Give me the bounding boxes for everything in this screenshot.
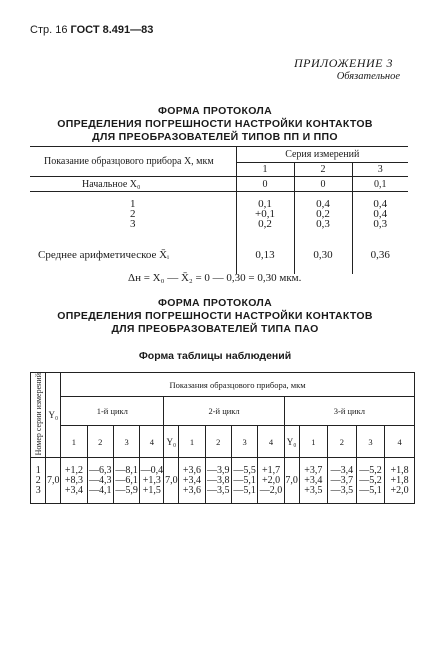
mean-value: 0,36 xyxy=(352,236,408,274)
cell-value: —3,9 xyxy=(207,464,230,476)
cell-value: —3,4 xyxy=(330,464,354,476)
cell-value: +3,6 xyxy=(182,484,202,496)
cell-value: 0,1 xyxy=(258,197,272,210)
cell-value: +3,4 xyxy=(304,474,323,486)
cell-value: —3,5 xyxy=(207,484,230,496)
cycle2-col2 xyxy=(205,458,231,504)
cell-value: —5,1 xyxy=(359,484,382,496)
section1-title-line: ДЛЯ ПРЕОБРАЗОВАТЕЛЕЙ ТИПОВ ПП И ППО xyxy=(92,131,338,143)
cell-value: +2,0 xyxy=(261,474,281,486)
main-header: Показания образцового прибора, мкм xyxy=(61,373,415,397)
row-number: 2 xyxy=(130,207,136,220)
page-header xyxy=(30,24,153,36)
appendix-title: ПРИЛОЖЕНИЕ 3 xyxy=(294,56,393,70)
section1-title-line: ФОРМА ПРОТОКОЛА xyxy=(158,105,272,117)
y0-subheader: Y₀ xyxy=(284,426,299,458)
cell-value: 0,4 xyxy=(373,197,388,210)
cycle-header: 2-й цикл xyxy=(164,397,284,426)
cell-value: +3,4 xyxy=(182,474,202,486)
sub-number: 2 xyxy=(205,426,231,458)
series-col-label: Номер серии измерений xyxy=(33,373,43,456)
cycle-header: 3-й цикл xyxy=(284,397,414,426)
cell-value: +3,4 xyxy=(64,484,83,496)
section2-title-line: ДЛЯ ПРЕОБРАЗОВАТЕЛЕЙ ТИПА ПАО xyxy=(111,323,319,335)
cell-value: —5,9 xyxy=(115,484,138,496)
cycle1-col4 xyxy=(140,458,164,504)
section2-title xyxy=(0,297,430,336)
sub-number: 3 xyxy=(231,426,257,458)
cell-value: —6,3 xyxy=(88,464,112,476)
cycle1-col3 xyxy=(113,458,139,504)
cell-value: —3,5 xyxy=(330,484,354,496)
series-numbers xyxy=(31,458,46,504)
sub-number: 4 xyxy=(140,426,164,458)
cycle1-col2 xyxy=(87,458,113,504)
mean-value: 0,30 xyxy=(294,236,352,274)
cycle2-col3 xyxy=(231,458,257,504)
series-number: 1 xyxy=(236,163,294,177)
cell-value: —5,1 xyxy=(233,474,256,486)
sub-number: 2 xyxy=(328,426,357,458)
cell-value: 0,3 xyxy=(373,217,388,230)
y0-header: Y₀ xyxy=(46,373,61,458)
section2-title-line: ФОРМА ПРОТОКОЛА xyxy=(158,297,272,309)
series-number: 2 xyxy=(35,474,41,486)
standard-code: ГОСТ 8.491—83 xyxy=(70,24,154,36)
cell-value: —4,3 xyxy=(88,474,112,486)
y0-subheader: Y₀ xyxy=(164,426,179,458)
series-header: Серия измерений xyxy=(236,147,408,163)
cell-value: +1,5 xyxy=(142,484,161,496)
cell-value: —5,2 xyxy=(359,464,382,476)
cycle3-col1 xyxy=(299,458,328,504)
initial-value: 0 xyxy=(294,177,352,192)
series3-values xyxy=(352,192,408,236)
sub-number: 4 xyxy=(385,426,415,458)
section1-title-line: ОПРЕДЕЛЕНИЯ ПОГРЕШНОСТИ НАСТРОЙКИ КОНТАКТОВ xyxy=(57,118,373,130)
series-number: 3 xyxy=(352,163,408,177)
cell-value: 0,2 xyxy=(316,207,330,220)
row-number: 1 xyxy=(130,197,136,210)
cell-value: 0,4 xyxy=(316,197,330,210)
cell-value: —3,7 xyxy=(330,474,354,486)
mean-value: 0,13 xyxy=(236,236,294,274)
cell-value: 0,3 xyxy=(316,217,330,230)
sub-number: 1 xyxy=(179,426,205,458)
cell-value: —8,1 xyxy=(115,464,138,476)
initial-value: 0,1 xyxy=(352,177,408,192)
sub-number: 3 xyxy=(113,426,139,458)
section2-title-line: ОПРЕДЕЛЕНИЯ ПОГРЕШНОСТИ НАСТРОЙКИ КОНТАКТОВ xyxy=(57,310,373,322)
cycle1-col1 xyxy=(61,458,87,504)
cycle3-col4 xyxy=(385,458,415,504)
cell-value: —5,2 xyxy=(359,474,382,486)
series-number: 3 xyxy=(35,484,41,496)
cycle3-col3 xyxy=(356,458,385,504)
y0-value: 7,0 xyxy=(284,458,299,504)
appendix-subtitle: Обязательное xyxy=(336,71,400,82)
cell-value: +3,7 xyxy=(304,464,323,476)
initial-value: 0 xyxy=(236,177,294,192)
observations-table-pao xyxy=(30,372,415,504)
sub-number: 4 xyxy=(258,426,284,458)
cell-value: +2,0 xyxy=(390,484,409,496)
row-number: 3 xyxy=(130,217,136,230)
appendix-label xyxy=(15,56,400,82)
sub-number: 1 xyxy=(61,426,87,458)
cell-value: +1,7 xyxy=(261,464,281,476)
series-number: 1 xyxy=(35,464,41,476)
series-col-header xyxy=(31,373,46,458)
cell-value: —5,5 xyxy=(233,464,256,476)
cycle2-col1 xyxy=(179,458,205,504)
sub-number: 2 xyxy=(87,426,113,458)
cell-value: +0,1 xyxy=(255,207,275,220)
cell-value: +1,8 xyxy=(390,464,409,476)
page-number: Стр. 16 xyxy=(30,24,68,36)
cell-value: —5,1 xyxy=(233,484,256,496)
series1-values xyxy=(236,192,294,236)
contacts-table-pp xyxy=(30,146,408,274)
cell-value: +3,6 xyxy=(182,464,202,476)
section1-title xyxy=(0,105,430,144)
error-formula: Δн = X₀ — X̄₂ = 0 — 0,30 = 0,30 мкм. xyxy=(128,272,302,284)
cell-value: —3,8 xyxy=(207,474,230,486)
y0-value: 7,0 xyxy=(46,458,61,504)
cell-value: —2,0 xyxy=(259,484,283,496)
sub-number: 1 xyxy=(299,426,328,458)
initial-label: Начальное X₀ xyxy=(30,177,236,192)
series-number: 2 xyxy=(294,163,352,177)
series2-values xyxy=(294,192,352,236)
cycle-header: 1-й цикл xyxy=(61,397,164,426)
sub-number: 3 xyxy=(356,426,385,458)
y0-value: 7,0 xyxy=(164,458,179,504)
cell-value: +3,5 xyxy=(304,484,323,496)
row-numbers xyxy=(30,192,236,236)
cycle2-col4 xyxy=(258,458,284,504)
cell-value: +1,8 xyxy=(390,474,409,486)
cell-value: +8,3 xyxy=(64,474,83,486)
cell-value: —4,1 xyxy=(88,484,112,496)
cell-value: —6,1 xyxy=(115,474,138,486)
table-title: Форма таблицы наблюдений xyxy=(138,350,292,362)
cell-value: 0,2 xyxy=(258,217,272,230)
cycle3-col2 xyxy=(328,458,357,504)
col-header-x: Показание образцового прибора X, мкм xyxy=(30,147,236,177)
cell-value: —0,4 xyxy=(140,464,164,476)
mean-label: Среднее арифметическое X̄ᵢ xyxy=(38,248,169,261)
cell-value: +1,2 xyxy=(64,464,83,476)
cell-value: +1,3 xyxy=(142,474,161,486)
cell-value: 0,4 xyxy=(373,207,388,220)
